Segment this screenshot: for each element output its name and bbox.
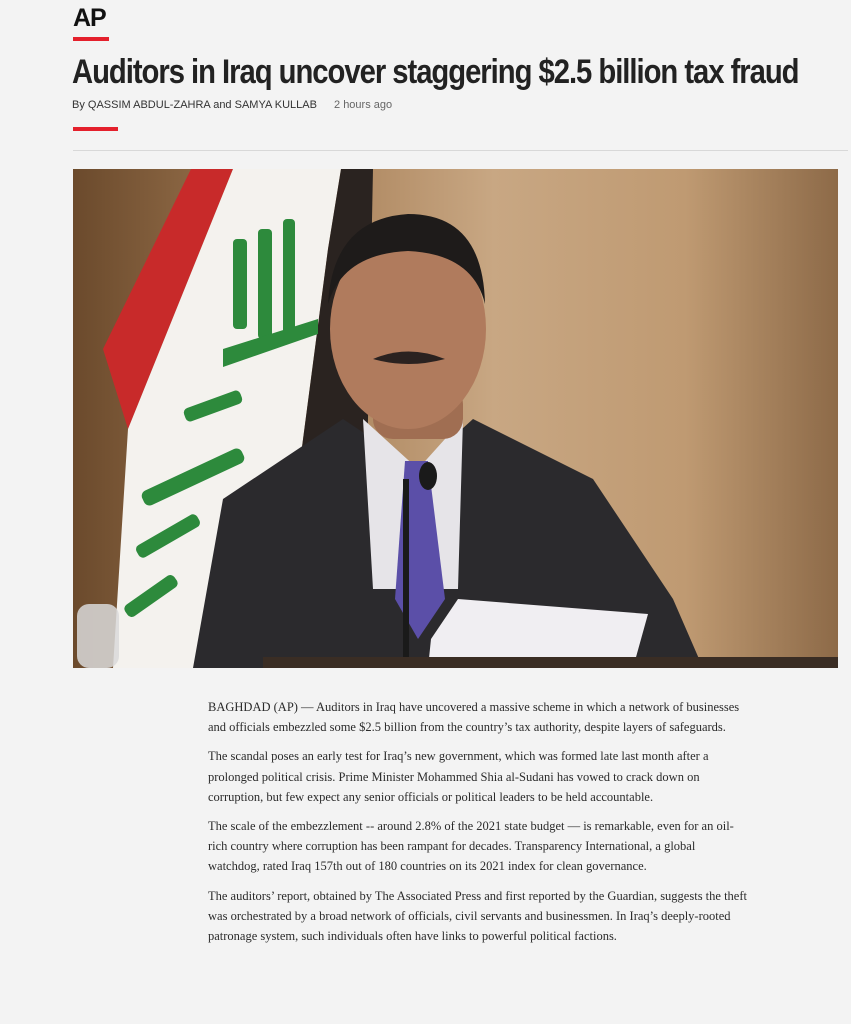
water-bottle xyxy=(77,604,119,668)
header-divider xyxy=(73,150,848,151)
article-paragraph: The auditors’ report, obtained by The Associated Press and first reported by the Guardian, suggests the theft was orchestrated by a broad network of officials, civil servants and businessmen. In Iraq’s deeply-rooted patronage system, such individuals often have links to powerful political factions. xyxy=(208,888,747,944)
article-paragraph: The scandal poses an early test for Iraq’s new government, which was formed late last month after a prolonged political crisis. Prime Minister Mohammed Shia al-Sudani has vowed to crack down on corruption, but few expect any senior officials or political leaders to be held accountable. xyxy=(208,749,709,804)
article-body xyxy=(208,697,748,955)
article-paragraph: The scale of the embezzlement -- around 2.8% of the 2021 state budget — is remarkable, even for an oil-rich country where corruption has been rampant for decades. Transparency International, a global watchdog, rated Iraq 157th out of 180 countries on its 2021 index for clean governance. xyxy=(208,819,734,874)
ap-logo[interactable]: AP xyxy=(73,4,106,32)
article-paragraph: BAGHDAD (AP) — Auditors in Iraq have uncovered a massive scheme in which a network of businesses and officials embezzled some $2.5 billion from the country’s tax authority, despite layers of safeguards. xyxy=(208,700,740,735)
microphone-head xyxy=(419,462,437,490)
podium xyxy=(263,657,838,668)
photo-illustration xyxy=(73,169,838,668)
logo-accent-bar xyxy=(73,37,109,41)
byline xyxy=(72,99,392,111)
byline-authors[interactable]: By QASSIM ABDUL-ZAHRA and SAMYA KULLAB xyxy=(72,99,317,111)
lead-photo[interactable] xyxy=(73,169,838,668)
microphone-stem xyxy=(403,479,409,668)
timestamp: 2 hours ago xyxy=(334,99,393,111)
article-headline: Auditors in Iraq uncover staggering $2.5 billion tax fraud xyxy=(72,53,799,91)
byline-accent-bar xyxy=(73,127,118,131)
